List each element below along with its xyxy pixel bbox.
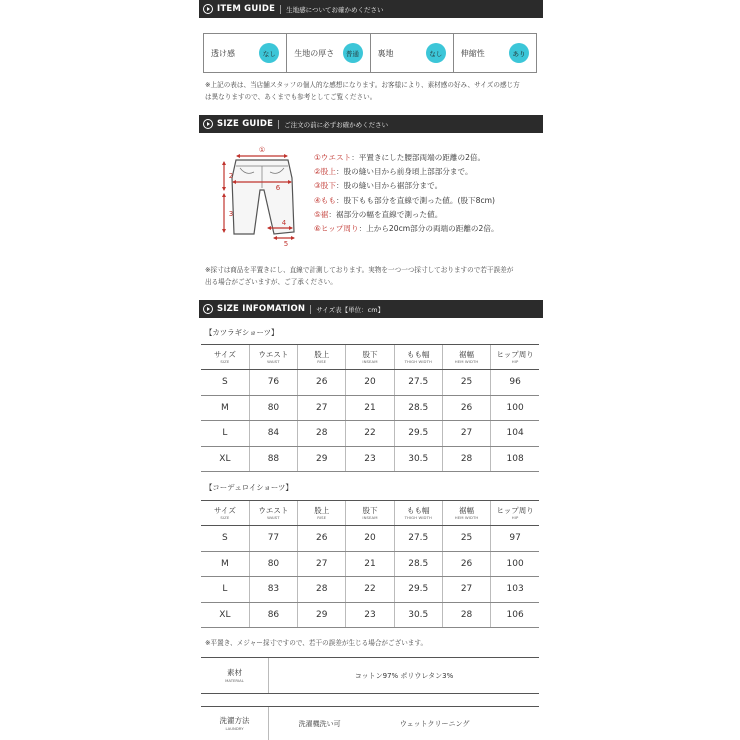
mark-hem: 5 xyxy=(283,240,289,247)
header-label: 股下 xyxy=(362,350,378,359)
header-label-en: WAIST xyxy=(267,515,280,520)
play-arrow-icon xyxy=(203,304,213,314)
definition-thigh: ④もも：股下もも部分を直線で測った値。(股下8cm) xyxy=(314,195,496,205)
table-row xyxy=(201,577,539,603)
table-cell-thigh: 29.5 xyxy=(394,577,442,603)
table2-label: 【コーデュロイショーツ】 xyxy=(205,483,293,492)
size-guide-title: SIZE GUIDE xyxy=(217,119,274,129)
header-label-en: HIP xyxy=(511,515,519,520)
laundry-value-machine: 洗濯機洗い可 xyxy=(298,719,341,728)
table-row xyxy=(201,395,539,421)
definition-hip: ⑥ヒップ周り：上から20cm部分の両端の距離の2倍。 xyxy=(314,224,499,234)
table-cell-rise: 26 xyxy=(298,370,346,396)
table-row xyxy=(201,370,539,396)
table-cell-size: S xyxy=(201,370,249,396)
table-cell-rise: 29 xyxy=(298,602,346,628)
column-header-waist xyxy=(249,501,297,526)
table-cell-thigh: 27.5 xyxy=(394,370,442,396)
play-arrow-icon xyxy=(203,119,213,129)
mark-thigh: 4 xyxy=(281,219,287,227)
column-header-rise xyxy=(298,345,346,370)
shorts-diagram-svg xyxy=(210,142,310,247)
header-label: もも幅 xyxy=(407,506,430,515)
header-label: 裾幅 xyxy=(459,350,475,359)
size-info-title: SIZE INFOMATION xyxy=(217,304,306,314)
note-line: ※上記の表は、当店舗スタッフの個人的な感想になります。お客様により、素材感の好み、サイズの感じ方 xyxy=(205,81,520,89)
table-cell-rise: 29 xyxy=(298,446,346,472)
table-cell-hip: 103 xyxy=(491,577,539,603)
header-label: ヒップ周り xyxy=(496,350,534,359)
table-body xyxy=(201,526,539,628)
header-label: もも幅 xyxy=(407,350,430,359)
table-cell-inseam: 22 xyxy=(346,421,394,447)
guide-label: 裏地 xyxy=(377,48,394,58)
guide-badge: なし xyxy=(259,43,279,63)
table-cell-rise: 27 xyxy=(298,395,346,421)
table-cell-size: S xyxy=(201,526,249,552)
mark-rise: 2 xyxy=(228,172,234,180)
header-label: 股上 xyxy=(314,506,330,515)
note-line: ※採寸は商品を平置きにし、直線で計測しております。実物を一つ一つ採寸しておりますので若干誤差が xyxy=(205,266,514,274)
mark-waist: ① xyxy=(258,146,266,154)
table-row xyxy=(201,526,539,552)
material-label-en: MATERIAL xyxy=(225,678,244,683)
table-header-row xyxy=(201,345,539,370)
table-cell-hem: 25 xyxy=(442,526,490,552)
table-cell-size: XL xyxy=(201,446,249,472)
header-label-en: SIZE xyxy=(220,359,230,364)
note-line: 出る場合がございますが、ご了承ください。 xyxy=(205,278,337,286)
table-cell-rise: 26 xyxy=(298,526,346,552)
table-cell-waist: 86 xyxy=(249,602,297,628)
table-cell-hem: 28 xyxy=(442,446,490,472)
item-guide-header xyxy=(199,0,543,18)
column-header-waist xyxy=(249,345,297,370)
divider xyxy=(310,305,311,314)
size-guide-subtitle: ご注文の前に必ずお確かめください xyxy=(284,120,389,129)
mark-hip: 6 xyxy=(275,184,281,192)
column-header-size xyxy=(201,345,249,370)
header-label: ウエスト xyxy=(258,350,289,359)
item-guide-note xyxy=(205,79,545,103)
table-cell-hip: 96 xyxy=(491,370,539,396)
table-cell-hem: 27 xyxy=(442,577,490,603)
laundry-label-en: LAUNDRY xyxy=(225,726,244,731)
table-cell-size: M xyxy=(201,395,249,421)
material-header xyxy=(201,658,269,693)
column-header-hip xyxy=(491,501,539,526)
table-cell-inseam: 20 xyxy=(346,370,394,396)
header-label: ヒップ周り xyxy=(496,506,534,515)
table-cell-rise: 27 xyxy=(298,551,346,577)
table-cell-inseam: 20 xyxy=(346,526,394,552)
table-cell-inseam: 21 xyxy=(346,551,394,577)
table-cell-hip: 100 xyxy=(491,395,539,421)
laundry-header xyxy=(201,707,269,740)
header-label-en: HIP xyxy=(511,359,519,364)
table-cell-thigh: 28.5 xyxy=(394,395,442,421)
header-label-en: INSEAM xyxy=(362,359,378,364)
laundry-row xyxy=(201,706,539,740)
laundry-value-wet: ウェットクリーニング xyxy=(399,719,470,728)
definition-rise: ②股上：股の縫い目から前身頃上部部分まで。 xyxy=(314,167,473,177)
mark-inseam: 3 xyxy=(228,210,234,218)
header-label: サイズ xyxy=(213,506,236,515)
table-cell-hem: 27 xyxy=(442,421,490,447)
laundry-label: 洗濯方法 xyxy=(219,716,250,725)
table-cell-inseam: 21 xyxy=(346,395,394,421)
table-cell-thigh: 30.5 xyxy=(394,602,442,628)
shorts-measurement-diagram xyxy=(210,142,310,247)
material-row xyxy=(201,657,539,694)
size-table-katsuragi xyxy=(201,344,539,472)
size-info-subtitle: サイズ表【単位：cm】 xyxy=(316,305,385,314)
guide-cell-thickness xyxy=(287,34,370,72)
column-header-thigh xyxy=(394,345,442,370)
table-cell-hem: 26 xyxy=(442,551,490,577)
guide-label: 透け感 xyxy=(211,48,235,58)
table-cell-waist: 88 xyxy=(249,446,297,472)
item-guide-title: ITEM GUIDE xyxy=(217,4,276,14)
header-label-en: RISE xyxy=(317,359,327,364)
table-cell-inseam: 22 xyxy=(346,577,394,603)
table-cell-thigh: 27.5 xyxy=(394,526,442,552)
guide-cell-transparency xyxy=(204,34,287,72)
header-label-en: RISE xyxy=(317,515,327,520)
table-cell-waist: 80 xyxy=(249,395,297,421)
guide-badge: あり xyxy=(509,43,529,63)
header-label: サイズ xyxy=(213,350,236,359)
table-cell-waist: 83 xyxy=(249,577,297,603)
table-row xyxy=(201,446,539,472)
table-cell-hem: 28 xyxy=(442,602,490,628)
header-label-en: SIZE xyxy=(220,515,230,520)
material-value: コットン97% ポリウレタン3% xyxy=(354,671,454,680)
column-header-hip xyxy=(491,345,539,370)
header-label: 股下 xyxy=(362,506,378,515)
table1-label: 【カツラギショーツ】 xyxy=(205,328,279,337)
column-header-size xyxy=(201,501,249,526)
table-cell-hip: 100 xyxy=(491,551,539,577)
header-label: 股上 xyxy=(314,350,330,359)
table-cell-thigh: 28.5 xyxy=(394,551,442,577)
table-cell-waist: 77 xyxy=(249,526,297,552)
table-cell-hem: 26 xyxy=(442,395,490,421)
column-header-inseam xyxy=(346,501,394,526)
table-cell-hip: 104 xyxy=(491,421,539,447)
table-cell-rise: 28 xyxy=(298,421,346,447)
column-header-hem xyxy=(442,345,490,370)
item-guide-subtitle: 生地感についてお確かめください xyxy=(286,5,384,14)
table-cell-waist: 76 xyxy=(249,370,297,396)
laundry-values xyxy=(269,707,539,740)
header-label-en: INSEAM xyxy=(362,515,378,520)
note-line: は異なりますので、あくまでも参考としてご覧ください。 xyxy=(205,93,377,101)
column-header-hem xyxy=(442,501,490,526)
guide-label: 生地の厚さ xyxy=(294,48,335,58)
table-cell-size: L xyxy=(201,577,249,603)
guide-badge: 普通 xyxy=(343,43,363,63)
header-label-en: HEM WIDTH xyxy=(454,359,479,364)
table-row xyxy=(201,551,539,577)
fabric-guide-table xyxy=(203,33,537,73)
header-label-en: HEM WIDTH xyxy=(454,515,479,520)
table-cell-inseam: 23 xyxy=(346,602,394,628)
size-guide-note xyxy=(205,264,545,288)
header-label: 裾幅 xyxy=(459,506,475,515)
play-arrow-icon xyxy=(203,4,213,14)
definition-inseam: ③股下：股の縫い目から裾部分まで。 xyxy=(314,181,443,191)
table-row xyxy=(201,602,539,628)
size-guide-header xyxy=(199,115,543,133)
table-cell-size: XL xyxy=(201,602,249,628)
divider xyxy=(280,5,281,14)
header-label: ウエスト xyxy=(258,506,289,515)
table-cell-hip: 97 xyxy=(491,526,539,552)
column-header-rise xyxy=(298,501,346,526)
guide-cell-lining xyxy=(371,34,454,72)
column-header-inseam xyxy=(346,345,394,370)
size-table-corduroy xyxy=(201,500,539,628)
table-cell-hip: 106 xyxy=(491,602,539,628)
table-header-row xyxy=(201,501,539,526)
table-cell-waist: 80 xyxy=(249,551,297,577)
table-cell-thigh: 29.5 xyxy=(394,421,442,447)
table-cell-size: M xyxy=(201,551,249,577)
measurement-definitions xyxy=(314,151,544,236)
header-label-en: WAIST xyxy=(267,359,280,364)
guide-cell-stretch xyxy=(454,34,536,72)
table-cell-size: L xyxy=(201,421,249,447)
size-info-header xyxy=(199,300,543,318)
material-label: 素材 xyxy=(227,668,242,677)
column-header-thigh xyxy=(394,501,442,526)
divider xyxy=(278,120,279,129)
header-label-en: THIGH WIDTH xyxy=(404,515,432,520)
header-label-en: THIGH WIDTH xyxy=(404,359,432,364)
table-cell-waist: 84 xyxy=(249,421,297,447)
definition-hem: ⑤裾：裾部分の幅を直線で測った値。 xyxy=(314,209,443,219)
guide-label: 伸縮性 xyxy=(460,48,485,58)
table-body xyxy=(201,370,539,472)
guide-badge: なし xyxy=(426,43,446,63)
table-cell-hem: 25 xyxy=(442,370,490,396)
table-cell-thigh: 30.5 xyxy=(394,446,442,472)
table-row xyxy=(201,421,539,447)
table-cell-rise: 28 xyxy=(298,577,346,603)
table-cell-inseam: 23 xyxy=(346,446,394,472)
table-cell-hip: 108 xyxy=(491,446,539,472)
definition-waist: ①ウエスト：平置きにした腰部両端の距離の2倍。 xyxy=(314,153,486,162)
size-info-note: ※平置き、メジャー採寸ですので、若干の誤差が生じる場合がございます。 xyxy=(205,639,428,647)
